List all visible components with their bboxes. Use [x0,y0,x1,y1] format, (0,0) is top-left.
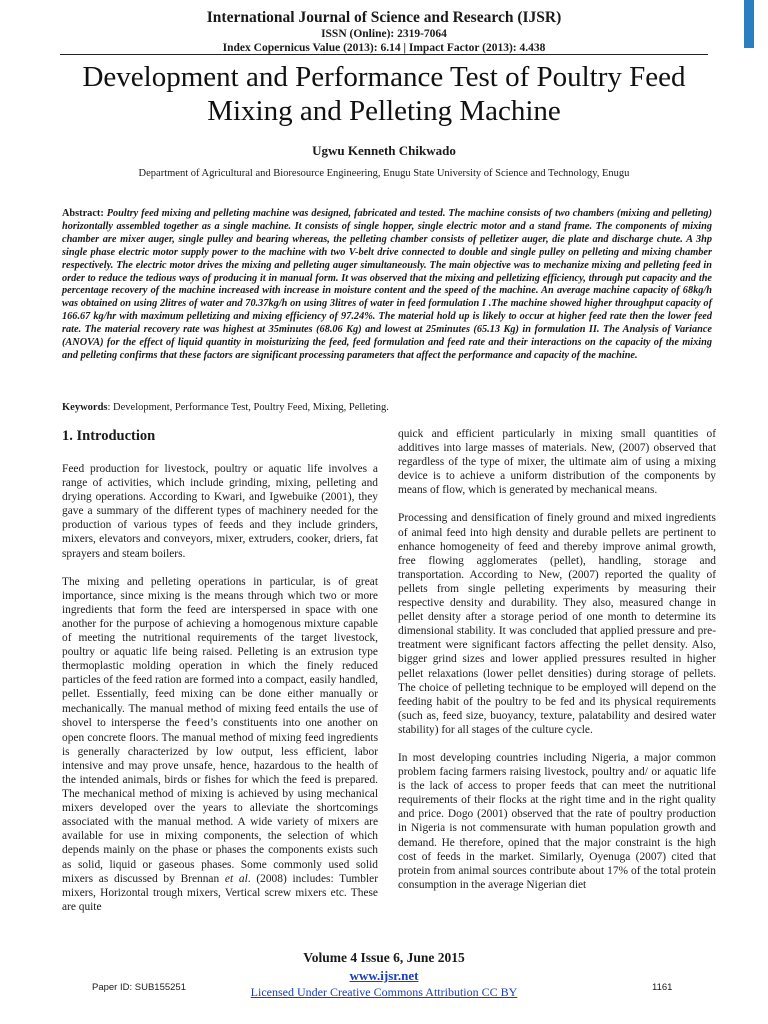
intro-paragraph-5: In most developing countries including Nigeria, a major common problem facing farmers raising livestock, poultry and/ or aquatic life is the lack of access to proper feeds that can meet the nutritional requirements of their flocks at the right time and in the right quality and price. Dogo (2001) observed that the rate of poultry production in Nigeria is not commensurate with human population growth and demand. He therefore, opined that the major constraint is the high cost of feeds in the market. Similarly, Oyenuga (2007) cited that protein from animal sources contribute about 17% of the total protein consumption in the average Nigerian diet [398,751,716,891]
journal-name: International Journal of Science and Research (IJSR) [206,9,562,26]
intro-paragraph-1: Feed production for livestock, poultry or aquatic life involves a range of activities, which include grinding, mixing, pelleting and drying operations. According to Kwari, and Igwebuike (2001), they gave a summary of the different types of machinery needed for the production of various types of feeds and they include grinders, mixers, elevators and conveyors, mixer, extruders, cooker, driers, fat sprayers and steam boilers. [62,463,378,560]
abstract-text: Poultry feed mixing and pelleting machine was designed, fabricated and tested. The machine consists of two chambers (mixing and pelleting) horizontally assembled together as a single machine. It consists of single hopper, single electric motor and a stand frame. The components of mixing chamber are mixer auger, single pulley and bearing whereas, the pelleting chamber consists of pelletizer auger, die plate and discharge chute. A 3hp single phase electric motor supply power to the machine with two V-belt drive connected to double and single pulley on pelleting and mixing chamber respectively. The electric motor drives the mixing and pelleting auger simultaneously. The main objective was to mechanize mixing and pelleting feed in order to reduce the tedious ways of producing it in manual form. It was observed that the mixing and pelletizing efficiency, through put capacity and the percentage recovery of the machine increased with increase in moisture content and the speed of the machine. An average machine capacity of 68kg/h was obtained on using 2litres of water and 70.37kg/h on using 3litres of water in feed formulation I .The machine showed higher throughput capacity of 166.67 kg/hr with maximum pelletizing and mixing efficiency of 97.24%. The material hold up is likely to occur at higher feed rate then the lower feed rate. The material recovery rate was highest at 35minutes (68.06 Kg) and lowest at 25minutes (65.13 Kg) in formulation II. The Analysis of Variance (ANOVA) for the effect of liquid quantity in moisturizing the feed, feed formulation and feed rate and their interactions on the capacity of the mixing and pelleting confirms that these factors are significant processing parameters that affect the performance and capacity of the machine. [62,208,712,361]
intro-paragraph-2-et-al: et al [224,872,248,885]
footer-website-link[interactable]: www.ijsr.net [349,968,419,983]
left-column [62,428,378,928]
footer-page-number: 1161 [652,982,673,993]
intro-paragraph-2-part-a: The mixing and pelleting operations in particular, is of great importance, since mixing is the means through which two or more ingredients that form the feed are interspersed in space with one another for the purpose of achieving a homogenous mixture capable of meeting the nutritional requirements of the target livestock, poultry or aquatic life being raised. Pelleting is an extrusion type thermoplastic molding operation in which the finely reduced particles of the feed ration are formed into a compact, easily handled, pellet. Essentially, feed mixing can be done either manually or mechanically. The manual method of mixing feed entails the use of shovel to intersperse the [62,575,378,729]
author-affiliation: Department of Agricultural and Bioresource Engineering, Enugu State University of Science and Technology, Enugu [138,168,630,179]
footer-license-link[interactable]: Licensed Under Creative Commons Attribution CC BY [250,985,518,999]
keywords-label: Keywords [62,402,108,413]
intro-paragraph-4: Processing and densification of finely ground and mixed ingredients of animal feed into high density and durable pellets are pertinent to enhance homogeneity of feed and thereby improve animal growth, free flowing agglomerates (pellet), handling, storage and transportation. According to New, (2007) reported the quality of pellets from single pelleting experiments by measuring their respective density and durability. They also, measured change in pellet density after a storage period of one month to determine its dimensional stability. It was concluded that applied pressure and pre-treatment were significant factors affecting the pellet density. Also, bigger grind sizes and lower applied pressures resulted in higher pellet relaxations (lower pellet densities) during storage of pellets. The choice of pelleting technique to be employed will depend on the feeding habit of the poultry to be fed and its physical requirements (such as, feed size, buoyancy, texture, palatability and desired water stability) for all stages of the culture cycle. [398,512,716,736]
intro-paragraph-2-part-c: . (2008) includes: Tumbler mixers, Horizontal trough mixers, Vertical screw mixers etc. These are quite [62,872,378,913]
abstract [62,208,712,363]
footer-paper-id: Paper ID: SUB155251 [92,982,187,993]
intro-paragraph-2-feed-word: feed [184,717,211,730]
paper-title-line-1: Development and Performance Test of Poultry Feed [82,61,686,93]
journal-issn: ISSN (Online): 2319-7064 [321,28,447,40]
right-column [398,427,716,906]
journal-index-value: Index Copernicus Value (2013): 6.14 | Impact Factor (2013): 4.438 [222,42,546,54]
footer-volume-issue: Volume 4 Issue 6, June 2015 [303,950,465,965]
author-name: Ugwu Kenneth Chikwado [312,143,456,158]
header-divider [60,54,708,55]
paper-title-line-2: Mixing and Pelleting Machine [207,95,561,127]
intro-paragraph-2 [62,575,378,914]
keywords [62,402,712,413]
keywords-text: : Development, Performance Test, Poultry Feed, Mixing, Pelleting. [107,402,389,413]
journal-header [0,8,768,55]
section-heading-introduction: 1. Introduction [62,428,156,444]
abstract-label: Abstract: [62,208,104,219]
intro-paragraph-2-part-b: ’s constituents into one another on open concrete floors. The manual method of mixing feed ingredients is generally characterized by low output, less efficient, labor intensive and may prove unsafe, hence, hazardous to the health of the intended animals, birds or fishes for which the feed is prepared. The mechanical method of mixing is achieved by using mechanical mixers developed over the years to alleviate the shortcomings associated with the manual method. A wide variety of mixers are available for use in mixing components, the selection of which depends mainly on the phase or phases the components exists such as solid, liquid or gaseous phases. Some commonly used solid mixers as discussed by Brennan [62,716,378,885]
paper-title [40,60,728,128]
intro-paragraph-3: quick and efficient particularly in mixing small quantities of additives into large masses of materials. New, (2007) observed that regardless of the type of mixer, the ultimate aim of using a mixing device is to achieve a uniform distribution of the components by means of flow, which is generated by mechanical means. [398,428,716,497]
